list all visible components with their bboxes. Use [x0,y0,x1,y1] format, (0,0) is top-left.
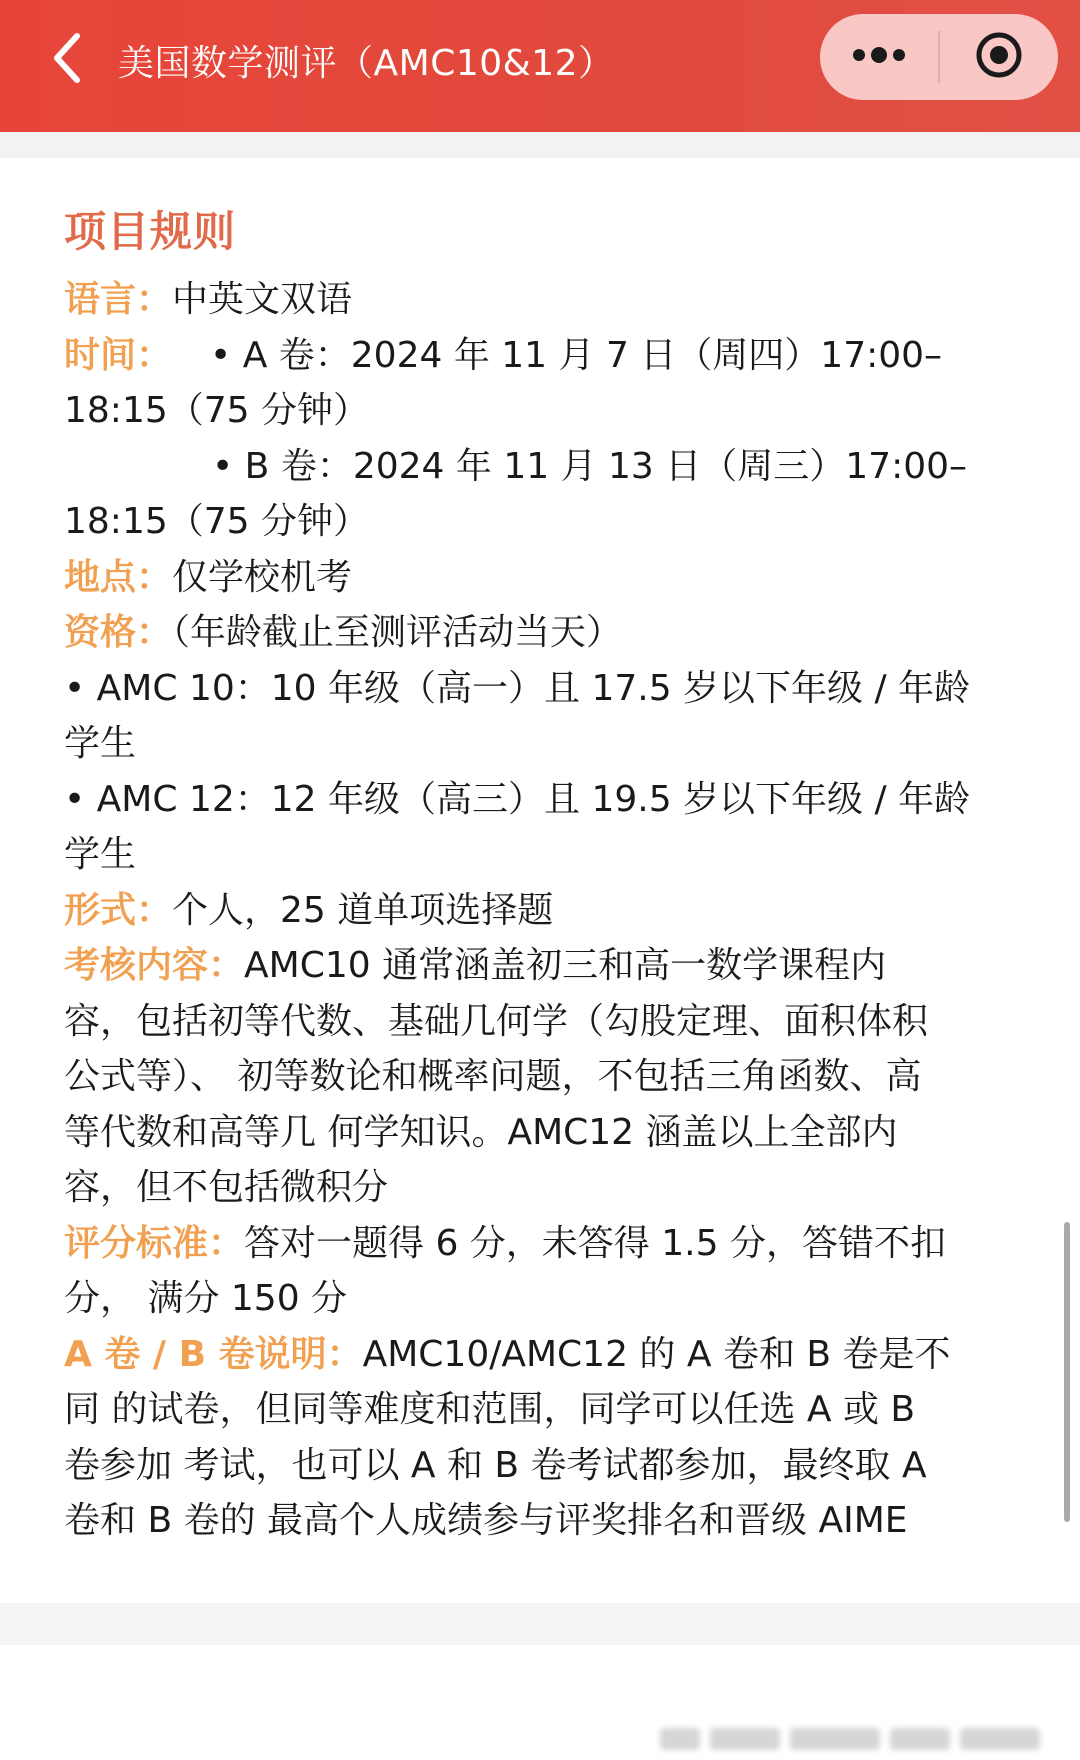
rule-value: 中英文双语 [172,279,353,320]
rule-scoring-cont [64,1271,1024,1327]
rule-value: 18:15（75 分钟） [64,390,369,431]
rule-time-b-cont [64,494,1024,550]
rule-content-cont [64,1049,1024,1105]
rule-time-b [64,439,1024,495]
rule-value: • A 卷：2024 年 11 月 7 日（周四）17:00– [210,334,943,376]
blurred-watermark [660,1718,1050,1760]
section-title: 项目规则 [64,207,237,256]
bottom-edge [0,1603,1080,1645]
rules-card [0,158,1080,1603]
content-top-divider [0,132,1080,158]
watermark-fragment [890,1728,950,1750]
rule-label: 评分标准： [64,1222,245,1264]
top-navigation-bar [0,0,1080,132]
rule-eligibility-amc10-cont [64,716,1024,772]
mini-program-capsule [820,14,1058,100]
rule-label: 时间： [64,334,173,376]
rule-value: 学生 [64,723,137,764]
watermark-fragment [960,1728,1040,1750]
chevron-left-icon [49,30,83,86]
page-title: 美国数学测评（AMC10&12） [118,43,615,84]
rule-content-cont [64,1105,1024,1161]
rule-value: 容，包括初等代数、基础几何学（勾股定理、面积体积 [64,1000,929,1042]
watermark-fragment [660,1728,700,1750]
rule-label: 考核内容： [64,945,245,986]
rule-label: A 卷 / B 卷说明： [64,1333,363,1375]
more-dots-icon [851,45,907,69]
rule-value: 卷参加 考试，也可以 A 和 B 卷考试都参加，最终取 A [64,1444,927,1486]
rule-value: • B 卷：2024 年 11 月 13 日（周三）17:00– [212,445,968,487]
rule-eligibility-amc12 [64,772,1024,828]
rule-value: 同 的试卷，但同等难度和范围，同学可以任选 A 或 B [64,1389,916,1430]
rule-value: AMC10/AMC12 的 A 卷和 B 卷是不 [362,1333,951,1375]
rule-ab-explain [64,1327,1024,1383]
watermark-fragment [710,1728,780,1750]
rule-content-cont [64,994,1024,1050]
rule-value: 学生 [64,834,137,875]
rule-content-cont [64,1160,1024,1216]
rule-value: 仅学校机考 [172,556,353,598]
rule-value: （年龄截止至测评活动当天） [172,612,623,653]
rule-ab-explain-cont [64,1438,1024,1494]
rule-value: 个人，25 道单项选择题 [172,889,554,931]
rule-label: 形式： [64,889,173,931]
rule-label: 语言： [64,279,173,320]
rule-language [64,272,1024,328]
rule-value: AMC10 通常涵盖初三和高一数学课程内 [244,945,887,986]
rules-body [64,272,1024,1549]
rule-value: 分， 满分 150 分 [64,1278,348,1319]
rule-eligibility-amc12-cont [64,827,1024,883]
rule-eligibility [64,605,1024,661]
rule-label: 资格： [64,612,173,653]
rule-value: • AMC 12：12 年级（高三）且 19.5 岁以下年级 / 年龄 [64,778,971,820]
rule-time-a-cont [64,383,1024,439]
more-button[interactable] [820,14,938,100]
rule-scoring [64,1216,1024,1272]
rule-eligibility-amc10 [64,661,1024,717]
rule-label: 地点： [64,556,173,598]
rule-value: • AMC 10：10 年级（高一）且 17.5 岁以下年级 / 年龄 [64,667,971,709]
rule-ab-explain-cont [64,1382,1024,1438]
record-circle-icon [974,30,1024,84]
rule-location [64,550,1024,606]
watermark-fragment [790,1728,880,1750]
rule-value: 卷和 B 卷的 最高个人成绩参与评奖排名和晋级 AIME [64,1500,908,1541]
rule-format [64,883,1024,939]
rule-content [64,938,1024,994]
rule-value: 18:15（75 分钟） [64,501,369,542]
rule-value: 等代数和高等几 何学知识。AMC12 涵盖以上全部内 [64,1111,898,1153]
rule-time-a [64,328,1024,384]
rule-value: 容，但不包括微积分 [64,1167,389,1208]
close-button[interactable] [940,14,1058,100]
rule-ab-explain-cont [64,1493,1024,1549]
back-button[interactable] [36,28,96,88]
vertical-scrollbar[interactable] [1064,1222,1070,1522]
rule-value: 公式等）、 初等数论和概率问题，不包括三角函数、高 [64,1056,922,1097]
rule-value: 答对一题得 6 分，未答得 1.5 分，答错不扣 [244,1222,946,1264]
